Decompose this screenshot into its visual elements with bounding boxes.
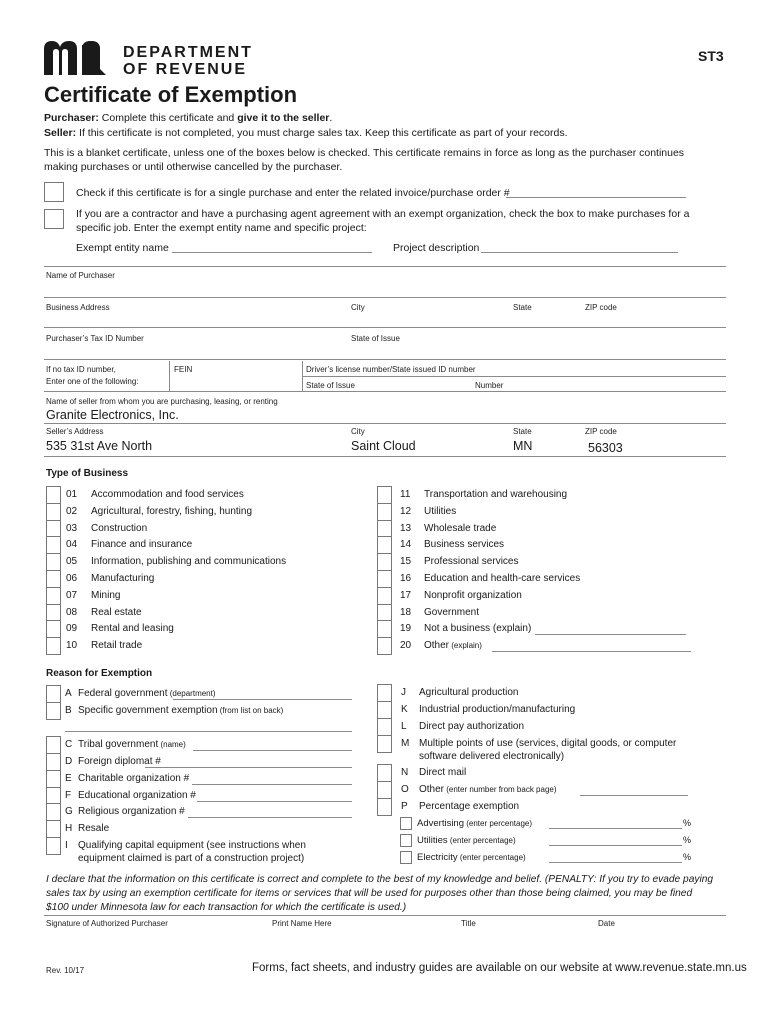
exemption-entry-line[interactable] xyxy=(193,750,352,751)
purchaser-name-field[interactable] xyxy=(44,297,726,298)
exemption-reason-note: (enter number from back page) xyxy=(444,785,557,794)
exemption-entry-line[interactable] xyxy=(173,699,352,700)
percentage-note: (enter percentage) xyxy=(447,836,516,845)
business-type-number: 20 xyxy=(400,640,412,652)
type-of-business-heading: Type of Business xyxy=(46,468,129,479)
exemption-entry-line[interactable] xyxy=(145,767,352,768)
seller-text: If this certificate is not completed, you must charge sales tax. Keep this certificate as part of your records. xyxy=(76,127,568,139)
declaration-line1: I declare that the information on this certificate is correct and complete to the best of my knowledge and belief. (PENALTY: If you try to evade paying xyxy=(46,874,714,885)
percentage-entry-line[interactable] xyxy=(549,845,682,846)
footer-text: Forms, fact sheets, and industry guides are available on our website at www.revenue.state.mn.us xyxy=(252,962,747,974)
declaration-line2: sales tax by using an exemption certificate for items or services that will be used for purposes other than those being claimed, you may be fined xyxy=(46,888,693,899)
divider xyxy=(44,266,726,267)
zip-label: ZIP code xyxy=(585,303,617,312)
exempt-entity-line[interactable] xyxy=(172,252,372,253)
business-type-checkbox[interactable] xyxy=(46,604,61,622)
business-type-label: Agricultural, forestry, fishing, hunting xyxy=(91,505,253,517)
seller-instruction xyxy=(44,127,568,139)
dept-line2: OF REVENUE xyxy=(123,61,248,78)
exemption-reason-checkbox[interactable] xyxy=(46,837,61,855)
exemption-reason-label-cont: software delivered electronically) xyxy=(419,751,565,762)
exemption-reason-letter: K xyxy=(401,704,408,715)
exemption-reason-label-cont: equipment claimed is part of a construction project) xyxy=(78,853,305,864)
exemption-reason-label: Industrial production/manufacturing xyxy=(419,704,576,715)
business-type-checkbox[interactable] xyxy=(377,503,392,521)
business-type-number: 07 xyxy=(66,589,78,601)
business-type-checkbox[interactable] xyxy=(46,486,61,504)
exemption-reason-letter: D xyxy=(65,756,73,767)
business-type-checkbox[interactable] xyxy=(377,620,392,638)
exemption-reason-checkbox[interactable] xyxy=(46,820,61,838)
percentage-checkbox[interactable] xyxy=(400,817,412,830)
seller-state-label: State xyxy=(513,427,532,436)
exemption-reason-label: Charitable organization # xyxy=(78,773,190,784)
business-type-label: Construction xyxy=(91,522,148,534)
seller-label: Seller: xyxy=(44,127,77,139)
purchaser-instruction xyxy=(44,112,332,124)
exemption-reason-label: Tribal government (name) xyxy=(78,739,186,750)
business-type-number: 10 xyxy=(66,640,78,652)
business-type-label: Accommodation and food services xyxy=(91,489,244,500)
business-address-field[interactable] xyxy=(44,327,726,328)
page-title: Certificate of Exemption xyxy=(44,82,298,107)
seller-address-value[interactable]: 535 31st Ave North xyxy=(46,439,153,453)
exemption-reason-checkbox[interactable] xyxy=(46,803,61,821)
seller-zip-label: ZIP code xyxy=(585,427,617,436)
business-type-checkbox[interactable] xyxy=(46,637,61,655)
seller-zip-value[interactable]: 56303 xyxy=(588,441,623,455)
exemption-reason-checkbox[interactable] xyxy=(46,702,61,720)
exemption-entry-line[interactable] xyxy=(192,784,352,785)
tax-id-field[interactable] xyxy=(44,359,726,360)
seller-address-label: Seller’s Address xyxy=(46,427,104,436)
percentage-unit: % xyxy=(683,852,692,862)
reason-heading: Reason for Exemption xyxy=(46,668,153,679)
no-taxid-label1: If no tax ID number, xyxy=(46,365,116,374)
dl-state-label: State of Issue xyxy=(306,381,355,390)
purchaser-end: . xyxy=(329,112,333,124)
exemption-reason-checkbox[interactable] xyxy=(377,701,392,719)
exemption-reason-checkbox[interactable] xyxy=(377,684,392,702)
business-type-label: Finance and insurance xyxy=(91,539,193,551)
business-type-number: 14 xyxy=(400,539,412,551)
percentage-note: (enter percentage) xyxy=(464,819,533,828)
single-purchase-label: Check if this certificate is for a single purchase and enter the related invoice/purchase order # xyxy=(76,187,510,199)
business-type-number: 02 xyxy=(66,505,78,517)
exemption-reason-checkbox[interactable] xyxy=(377,718,392,736)
business-type-label: Wholesale trade xyxy=(424,522,497,534)
exempt-entity-label: Exempt entity name xyxy=(76,242,169,254)
business-type-label: Nonprofit organization xyxy=(424,589,522,601)
percentage-checkbox[interactable] xyxy=(400,851,412,864)
dept-line1: DEPARTMENT xyxy=(123,44,253,61)
exemption-entry-line[interactable] xyxy=(197,801,352,802)
single-purchase-checkbox[interactable] xyxy=(44,182,64,202)
business-type-number: 13 xyxy=(400,522,412,534)
date-label: Date xyxy=(598,919,615,928)
exemption-reason-label: Federal government (department) xyxy=(78,688,216,699)
tax-id-state-label: State of Issue xyxy=(351,334,400,343)
exemption-reason-label: Religious organization # xyxy=(78,806,185,817)
divider xyxy=(44,456,726,457)
business-type-label: Professional services xyxy=(424,556,519,568)
exemption-reason-checkbox[interactable] xyxy=(377,735,392,753)
mn-logo-mark xyxy=(44,41,118,75)
exemption-reason-letter: J xyxy=(401,687,406,698)
exemption-reason-label: Qualifying capital equipment (see instructions when xyxy=(78,840,306,851)
business-type-number: 19 xyxy=(400,623,412,635)
dl-number-label: Number xyxy=(475,381,504,390)
business-type-number: 11 xyxy=(400,489,411,500)
contractor-checkbox[interactable] xyxy=(44,209,64,229)
business-type-checkbox[interactable] xyxy=(377,553,392,571)
business-type-number: 15 xyxy=(400,556,412,568)
no-taxid-label2: Enter one of the following: xyxy=(46,377,139,386)
print-name-label: Print Name Here xyxy=(272,919,332,928)
business-type-checkbox[interactable] xyxy=(377,570,392,588)
business-address-label: Business Address xyxy=(46,303,110,312)
contractor-line2: specific job. Enter the exempt entity name and specific project: xyxy=(76,222,367,234)
divider xyxy=(302,376,726,377)
business-type-label: Manufacturing xyxy=(91,573,155,584)
business-type-label: Government xyxy=(424,606,480,618)
business-type-checkbox[interactable] xyxy=(46,503,61,521)
exemption-reason-letter: L xyxy=(401,721,407,732)
exemption-reason-label: Foreign diplomat # xyxy=(78,756,161,767)
seller-state-value[interactable]: MN xyxy=(513,439,533,453)
exemption-reason-letter: O xyxy=(401,784,409,795)
percentage-unit: % xyxy=(683,818,692,828)
seller-name-value[interactable]: Granite Electronics, Inc. xyxy=(46,408,179,422)
business-type-label: Real estate xyxy=(91,606,142,618)
purchaser-name-label: Name of Purchaser xyxy=(46,271,115,280)
business-type-number: 17 xyxy=(400,589,412,601)
business-type-number: 04 xyxy=(66,539,78,551)
exemption-reason-label: Resale xyxy=(78,823,110,834)
percentage-note: (enter percentage) xyxy=(457,853,526,862)
exemption-reason-letter: I xyxy=(65,840,68,851)
declaration-line3: $100 under Minnesota law for each transaction for which the certificate is used.) xyxy=(46,902,407,913)
business-type-label: Not a business (explain) xyxy=(424,623,532,635)
business-type-checkbox[interactable] xyxy=(377,604,392,622)
signature-label: Signature of Authorized Purchaser xyxy=(46,919,168,928)
business-type-checkbox[interactable] xyxy=(46,536,61,554)
business-type-checkbox[interactable] xyxy=(377,520,392,538)
business-type-label: Other (explain) xyxy=(424,640,482,652)
percentage-entry-line[interactable] xyxy=(549,828,682,829)
percentage-unit: % xyxy=(683,835,692,845)
business-type-number: 01 xyxy=(66,489,78,500)
exemption-reason-label: Direct mail xyxy=(419,767,467,778)
exemption-reason-checkbox[interactable] xyxy=(46,736,61,754)
exemption-reason-letter: F xyxy=(65,790,72,801)
mn-logo xyxy=(44,41,118,75)
business-type-checkbox[interactable] xyxy=(377,536,392,554)
business-type-label: Rental and leasing xyxy=(91,623,174,635)
exemption-reason-letter: H xyxy=(65,823,73,834)
business-type-checkbox[interactable] xyxy=(377,637,392,655)
business-type-label: Transportation and warehousing xyxy=(424,489,568,500)
business-type-number: 12 xyxy=(400,505,412,517)
purchaser-label: Purchaser: xyxy=(44,112,99,124)
business-type-checkbox[interactable] xyxy=(46,620,61,638)
exemption-reason-note: (department) xyxy=(167,689,216,698)
dl-label: Driver’s license number/State issued ID number xyxy=(306,365,476,374)
exemption-reason-label: Specific government exemption (from list on back) xyxy=(78,705,284,716)
percentage-label: Advertising (enter percentage) xyxy=(417,818,533,829)
exemption-reason-label: Agricultural production xyxy=(419,687,519,698)
exemption-reason-letter: E xyxy=(65,773,72,784)
exemption-reason-letter: P xyxy=(401,801,408,812)
exemption-reason-note: (name) xyxy=(158,740,186,749)
exemption-reason-checkbox[interactable] xyxy=(377,781,392,799)
exemption-entry-line[interactable] xyxy=(188,817,352,818)
exemption-reason-letter: M xyxy=(401,738,410,749)
exemption-reason-checkbox[interactable] xyxy=(46,770,61,788)
exemption-entry-line[interactable] xyxy=(580,795,688,796)
business-type-number: 03 xyxy=(66,522,78,534)
percentage-checkbox[interactable] xyxy=(400,834,412,847)
exemption-reason-letter: N xyxy=(401,767,409,778)
percentage-label: Utilities (enter percentage) xyxy=(417,835,516,846)
exemption-reason-letter: C xyxy=(65,739,73,750)
fein-label: FEIN xyxy=(174,365,193,374)
business-type-number: 16 xyxy=(400,573,412,584)
purchaser-text: Complete this certificate and xyxy=(98,112,238,124)
business-type-checkbox[interactable] xyxy=(377,587,392,605)
business-type-number: 05 xyxy=(66,556,78,568)
purchaser-bold: give it to the seller xyxy=(237,112,330,124)
business-type-number: 08 xyxy=(66,606,78,618)
exemption-reason-label: Percentage exemption xyxy=(419,801,520,812)
exemption-reason-letter: A xyxy=(65,688,72,699)
invoice-number-line[interactable] xyxy=(506,197,686,198)
seller-city-label: City xyxy=(351,427,365,436)
business-type-number: 06 xyxy=(66,573,78,584)
percentage-label: Electricity (enter percentage) xyxy=(417,852,526,863)
signature-line[interactable] xyxy=(44,915,726,916)
exemption-reason-label: Other (enter number from back page) xyxy=(419,784,557,795)
exemption-reason-checkbox[interactable] xyxy=(377,798,392,816)
exemption-reason-label: Educational organization # xyxy=(78,790,196,801)
revision-label: Rev. 10/17 xyxy=(46,966,85,975)
contractor-line1: If you are a contractor and have a purchasing agent agreement with an exempt organization, check the box to make purchases for a xyxy=(76,208,690,220)
project-description-line[interactable] xyxy=(481,252,678,253)
divider xyxy=(44,423,726,424)
business-type-label: Information, publishing and communications xyxy=(91,556,287,568)
tax-id-label: Purchaser’s Tax ID Number xyxy=(46,334,144,343)
state-label: State xyxy=(513,303,532,312)
business-type-number: 09 xyxy=(66,623,78,635)
seller-city-value[interactable]: Saint Cloud xyxy=(351,439,416,453)
exemption-reason-letter: G xyxy=(65,806,73,817)
exemption-reason-label: Multiple points of use (services, digital goods, or computer xyxy=(419,738,677,749)
title-label: Title xyxy=(461,919,476,928)
business-type-checkbox[interactable] xyxy=(46,553,61,571)
percentage-entry-line[interactable] xyxy=(549,862,682,863)
business-type-label: Education and health-care services xyxy=(424,573,581,584)
business-type-label: Business services xyxy=(424,539,505,551)
exemption-reason-letter: B xyxy=(65,705,72,716)
business-type-label: Utilities xyxy=(424,505,457,517)
seller-name-label: Name of seller from whom you are purchasing, leasing, or renting xyxy=(46,397,278,406)
explain-line[interactable] xyxy=(492,651,691,652)
exemption-reason-note: (from list on back) xyxy=(217,706,284,715)
business-type-checkbox[interactable] xyxy=(46,587,61,605)
business-type-note: (explain) xyxy=(449,641,482,651)
dl-field[interactable] xyxy=(44,391,726,392)
business-type-checkbox[interactable] xyxy=(46,520,61,538)
project-description-label: Project description xyxy=(393,242,480,254)
exemption-reason-checkbox[interactable] xyxy=(46,753,61,771)
exemption-entry-line[interactable] xyxy=(65,731,352,732)
business-type-label: Retail trade xyxy=(91,640,143,652)
explain-line[interactable] xyxy=(535,634,686,635)
city-label: City xyxy=(351,303,365,312)
business-type-checkbox[interactable] xyxy=(46,570,61,588)
blanket-line2: making purchases or until otherwise cancelled by the purchaser. xyxy=(44,161,343,173)
business-type-number: 18 xyxy=(400,606,412,618)
form-code: ST3 xyxy=(698,48,724,64)
business-type-checkbox[interactable] xyxy=(377,486,392,504)
exemption-reason-checkbox[interactable] xyxy=(377,764,392,782)
blanket-line1: This is a blanket certificate, unless one of the boxes below is checked. This certificate remains in force as long as the purchaser continues xyxy=(44,147,685,159)
business-type-label: Mining xyxy=(91,589,121,601)
exemption-reason-checkbox[interactable] xyxy=(46,685,61,703)
divider xyxy=(169,361,170,391)
exemption-reason-label: Direct pay authorization xyxy=(419,721,525,732)
